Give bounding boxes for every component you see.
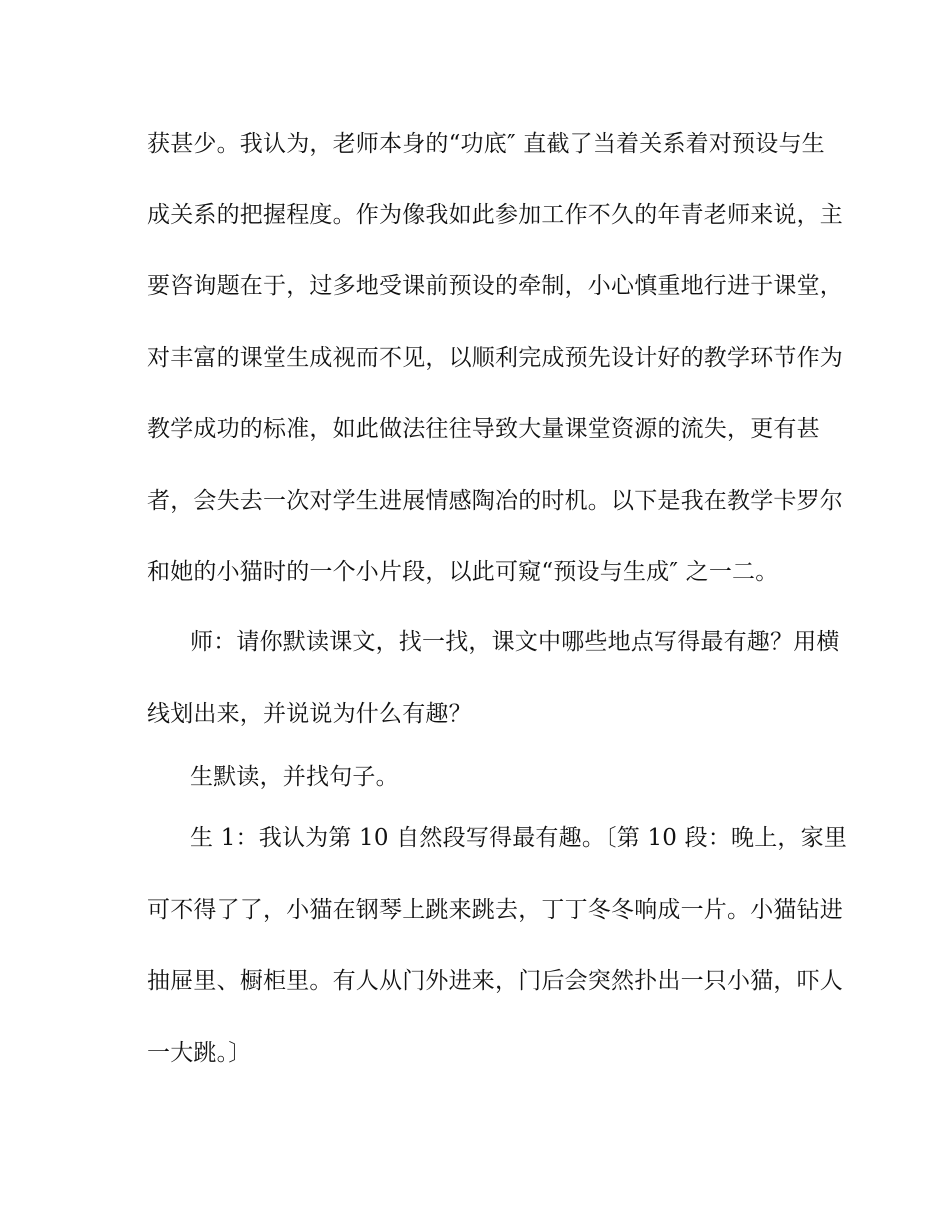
text-line-2: 成关系的把握程度。作为像我如此参加工作不久的年青老师来说，主: [147, 202, 843, 228]
text-line-4: 对丰富的课堂生成视而不见，以顺利完成预先设计好的教学环节作为: [147, 345, 843, 371]
text-line-7: 和她的小猫时的一个小片段，以此可窥“预设与生成″ 之一二。: [147, 559, 779, 585]
student-reading-line: 生默读，并找句子。: [190, 764, 399, 790]
text-line-6: 者，会失去一次对学生进展情感陶冶的时机。以下是我在教学卡罗尔: [147, 488, 843, 514]
student-1-line-2: 可不得了了，小猫在钢琴上跳来跳去，丁丁冬冬响成一片。小猫钻进: [147, 897, 843, 923]
student-1-line-3: 抽屉里、橱柜里。有人从门外进来，门后会突然扑出一只小猫，吓人: [147, 968, 843, 994]
text-line-3: 要咨询题在于，过多地受课前预设的牵制，小心慎重地行进于课堂，: [147, 273, 843, 299]
text-line-5: 教学成功的标准，如此做法往往导致大量课堂资源的流失，更有甚: [147, 416, 820, 442]
student-1-line-1: 生 1：我认为第 10 自然段写得最有趣。〔第 10 段：晚上，家里: [190, 825, 848, 851]
dialogue-teacher-line-1: 师：请你默读课文，找一找，课文中哪些地点写得最有趣？用横: [190, 629, 840, 655]
text-line-1: 获甚少。我认为，老师本身的“功底″ 直截了当着关系着对预设与生: [147, 131, 825, 157]
dialogue-teacher-line-2: 线划出来，并说说为什么有趣？: [147, 701, 472, 727]
student-1-line-4: 一大跳。〕: [147, 1040, 252, 1066]
